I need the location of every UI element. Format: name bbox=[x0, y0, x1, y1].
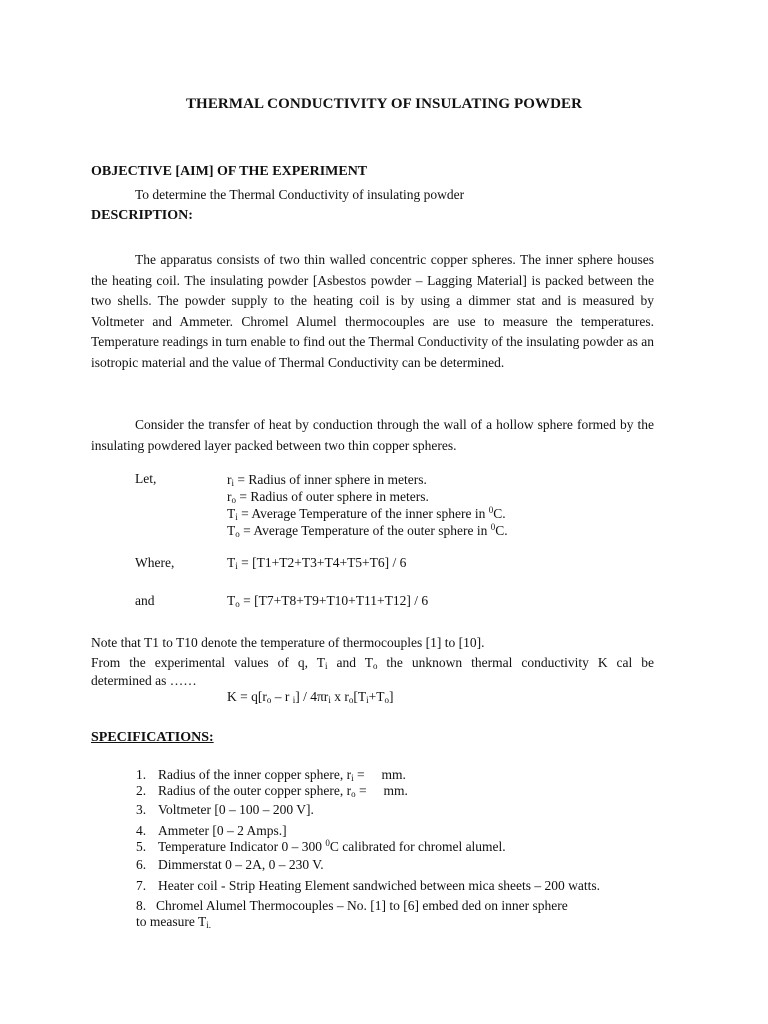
to-formula: $T_o = [T7+T8+T9+T10+T11+T12] / 6$ bbox=[227, 593, 429, 609]
spec-item-8: 8. Chromel Alumel Thermocouples – No. [1] to [6] embed ded on inner sphere bbox=[136, 898, 568, 913]
spec-item-6: 6. Dimmerstat 0 – 2A, 0 – 230 V. bbox=[136, 857, 324, 872]
spec-item-3: 3. Voltmeter [0 – 100 – 200 V]. bbox=[136, 802, 314, 817]
let-label: Let, bbox=[135, 471, 157, 486]
description-paragraph-2: Consider the transfer of heat by conduction through the wall of a hollow sphere formed by the insulating powdered layer packed between two thin copper spheres. bbox=[91, 417, 654, 453]
def-ro: $r_o$ = Radius of outer sphere in meters. bbox=[227, 489, 429, 505]
def-ri: $r_i$ = Radius of inner sphere in meters. bbox=[227, 472, 427, 488]
objective-text: To determine the Thermal Conductivity of insulating powder bbox=[135, 187, 465, 202]
definitions-list bbox=[227, 471, 508, 539]
description-heading: DESCRIPTION: bbox=[91, 208, 193, 223]
where-label: Where, bbox=[135, 555, 175, 570]
k-formula: $K = q[r_o - r$ $_i] / 4\pi r_i$ x $r_o[T_i+T_o]$ bbox=[227, 689, 394, 705]
spec-item-2: 2. Radius of the outer copper sphere, $r_o$ = mm. bbox=[136, 783, 408, 799]
spec-item-7: 7. Heater coil - Strip Heating Element sandwiched between mica sheets – 200 watts. bbox=[136, 878, 600, 893]
experimental-line: From the experimental values of q, $T_i$ and $T_o$ the unknown thermal conductivity K cal be bbox=[91, 655, 655, 671]
objective-heading: OBJECTIVE [AIM] OF THE EXPERIMENT bbox=[91, 164, 368, 179]
note-line: Note that T1 to T10 denote the temperature of thermocouples [1] to [10]. bbox=[91, 635, 485, 650]
spec-item-1: 1. Radius of the inner copper sphere, $r_i$ = mm. bbox=[136, 767, 406, 783]
and-label: and bbox=[135, 593, 155, 608]
page-title: THERMAL CONDUCTIVITY OF INSULATING POWDER bbox=[185, 96, 583, 112]
def-ti: $T_i$ = Average Temperature of the inner sphere in $^0$C. bbox=[227, 505, 506, 522]
ti-formula: $T_i = [T1+T2+T3+T4+T5+T6] / 6$ bbox=[227, 555, 407, 571]
description-paragraph-1: The apparatus consists of two thin walled concentric copper spheres. The inner sphere houses the heating coil. The insulating powder [Asbestos powder – Lagging Material] is packed between the two shells. The powder supply to the heating coil is by using a dimmer stat and is measured by Voltmeter and Ammeter. Chromel Alumel thermocouples are use to measure the temperatures. Temperature readings in turn enable to find out the Thermal Conductivity of the insulating powder as an isotropic material and the value of Thermal Conductivity can be determined. bbox=[91, 252, 654, 370]
specifications-heading: SPECIFICATIONS: bbox=[91, 730, 214, 745]
spec-item-8-continued: to measure $T_{i.}$ bbox=[136, 914, 211, 930]
def-to: $T_o$ = Average Temperature of the outer sphere in $^0$C. bbox=[227, 522, 508, 539]
spec-item-4: 4. Ammeter [0 – 2 Amps.] bbox=[136, 823, 287, 838]
determined-line: determined as …… bbox=[91, 673, 197, 688]
spec-item-5: 5. Temperature Indicator 0 – 300 $^0$C calibrated for chromel alumel. bbox=[136, 838, 506, 854]
